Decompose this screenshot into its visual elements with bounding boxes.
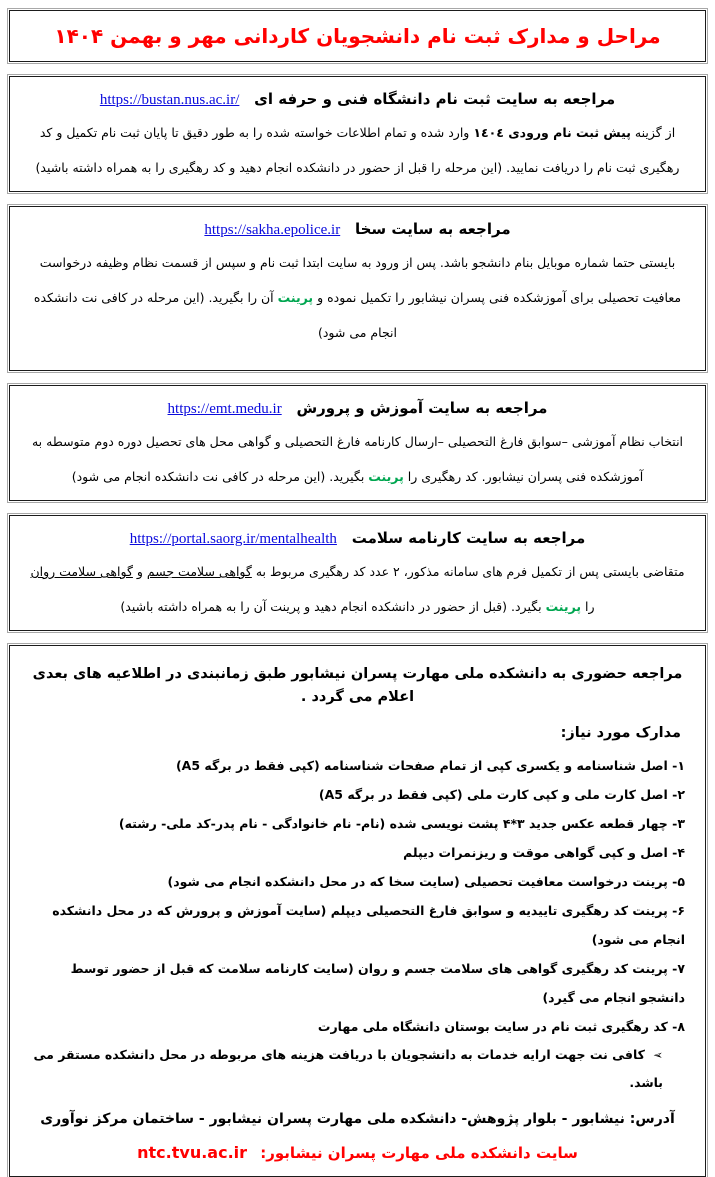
body-text-segment: بگیرد. (قبل از حضور در دانشکده انجام دهید و پرینت آن را به همراه داشته باشید)	[120, 599, 546, 614]
required-documents-label: مدارک مورد نیاز:	[560, 725, 681, 742]
document-list-item: ۲- اصل کارت ملی و کپی کارت ملی (کپی فقط در برگه A5)	[318, 787, 685, 803]
medu-link[interactable]: https://emt.medu.ir	[167, 401, 282, 417]
section-heading-row	[24, 220, 691, 239]
body-text-segment: آن را بگیرید. (این مرحله در کافی نت دانشکده انجام می شود)	[33, 290, 397, 340]
section-heading: مراجعه به سایت ثبت نام دانشگاه فنی و حرفه ای	[254, 90, 616, 108]
section-heading: مراجعه به سایت آموزش و پرورش	[296, 399, 548, 417]
title-box	[9, 10, 706, 62]
document-list-item: ۴- اصل و کپی گواهی موقت و ریزنمرات دیپلم	[403, 845, 685, 861]
section-body	[24, 554, 691, 624]
body-text-segment: پرینت	[545, 599, 582, 614]
section-in-person-documents	[9, 645, 706, 1177]
section-heading: مراجعه به سایت کارنامه سلامت	[351, 529, 586, 547]
document-list-item: ۶- پرینت کد رهگیری تاییدیه و سوابق فارغ التحصیلی دیپلم (سایت آموزش و پرورش که در محل دانشکده انجام می شود)	[52, 903, 685, 948]
document-list-item: ۱- اصل شناسنامه و یکسری کپی از تمام صفحات شناسنامه (کپی فقط در برگه A5)	[175, 758, 685, 774]
required-documents-list	[26, 751, 689, 1041]
document-list-item: ۳- چهار قطعه عکس جدید ۳*۴ پشت نویسی شده (نام- نام خانوادگی - نام پدر-کد ملی- رشته)	[118, 816, 685, 832]
body-text-segment: گواهی سلامت جسم	[146, 564, 252, 579]
document-list-item: ۷- پرینت کد رهگیری گواهی های سلامت جسم و روان (سایت کارنامه سلامت که قبل از حضور توسط دانشجو انجام می گیرد)	[70, 961, 685, 1006]
section-sakha-site	[9, 206, 706, 371]
section-body	[24, 424, 691, 494]
section-bustan-registration	[9, 76, 706, 192]
arrow-bullet-icon: ➢	[652, 1048, 663, 1063]
document-list-item: ۵- پرینت درخواست معافیت تحصیلی (سایت سخا که در محل دانشکده انجام می شود)	[167, 874, 685, 890]
address-line: آدرس: نیشابور - بلوار پژوهش- دانشکده ملی مهارت پسران نیشابور - ساختمان مرکز نوآوری	[40, 1111, 675, 1128]
section-heading-row	[24, 399, 691, 418]
section-education-site	[9, 385, 706, 501]
body-text-segment: بایستی حتما شماره موبایل بنام دانشجو باشد. پس از ورود به سایت ابتدا ثبت نام و سپس از قسمت نظام وظیفه درخواست معافیت تحصیلی برای آموزشکده فنی پسران نیشابور را تکمیل نموده و	[39, 255, 682, 305]
body-text-segment: را	[581, 599, 595, 614]
section-heading: مراجعه به سایت سخا	[354, 220, 511, 238]
bustan-link[interactable]: https://bustan.nus.ac.ir/	[99, 92, 240, 108]
body-text-segment: بگیرید. (این مرحله در کافی نت دانشکده انجام می شود)	[71, 469, 369, 484]
cafe-net-note	[26, 1041, 689, 1097]
cafe-net-note-text: کافی نت جهت ارایه خدمات به دانشجویان با دریافت هزینه های مربوطه در محل دانشکده مستقر می باشد.	[33, 1047, 663, 1091]
sakha-link[interactable]: https://sakha.epolice.ir	[204, 222, 341, 238]
section-heading-row	[24, 90, 691, 109]
body-text-segment: و	[132, 564, 147, 579]
body-text-segment: پرینت	[368, 469, 404, 484]
body-text-segment: انتخاب نظام آموزشی –سوابق فارغ التحصیلی –ارسال کارنامه فارغ التحصیلی و گواهی محل های تحصیل دوره دوم متوسطه به آموزشکده فنی پسران نیشابور. کد رهگیری را	[31, 434, 684, 484]
college-site-label: سایت دانشکده ملی مهارت پسران نیشابور:	[260, 1144, 578, 1163]
section-health-record-site	[9, 515, 706, 631]
document-list-item: ۸- کد رهگیری ثبت نام در سایت بوستان دانشگاه ملی مهارت	[317, 1019, 685, 1035]
mentalhealth-link[interactable]: https://portal.saorg.ir/mentalhealth	[129, 531, 337, 547]
body-text-segment: وارد شده و تمام اطلاعات خواسته شده را به طور دقیق تا پایان ثبت نام تکمیل و کد رهگیری ثبت نام را دریافت نمایید. (این مرحله را قبل از حضور در دانشکده انجام دهید و کد رهگیری را به همراه داشته باشید)	[35, 125, 680, 175]
section-body	[24, 245, 691, 350]
in-person-heading: مراجعه حضوری به دانشکده ملی مهارت پسران نیشابور طبق زمانبندی در اطلاعیه های بعدی اعلام می گردد .	[32, 666, 683, 706]
page-title: مراحل و مدارک ثبت نام دانشجویان کاردانی مهر و بهمن ۱۴۰۴	[54, 24, 661, 48]
body-text-segment: پیش ثبت نام ورودی ١٤٠٤	[473, 125, 631, 140]
section-body	[24, 115, 691, 185]
section-heading-row	[24, 529, 691, 548]
body-text-segment: پرینت	[277, 290, 314, 305]
body-text-segment: گواهی سلامت روان	[30, 564, 133, 579]
body-text-segment: متقاضی بایستی پس از تکمیل فرم های سامانه مذکور، ۲ عدد کد رهگیری مربوط به	[251, 564, 685, 579]
college-site-line	[26, 1143, 689, 1162]
body-text-segment: از گزینه	[630, 125, 676, 140]
college-site-url: ntc.tvu.ac.ir	[137, 1143, 248, 1163]
